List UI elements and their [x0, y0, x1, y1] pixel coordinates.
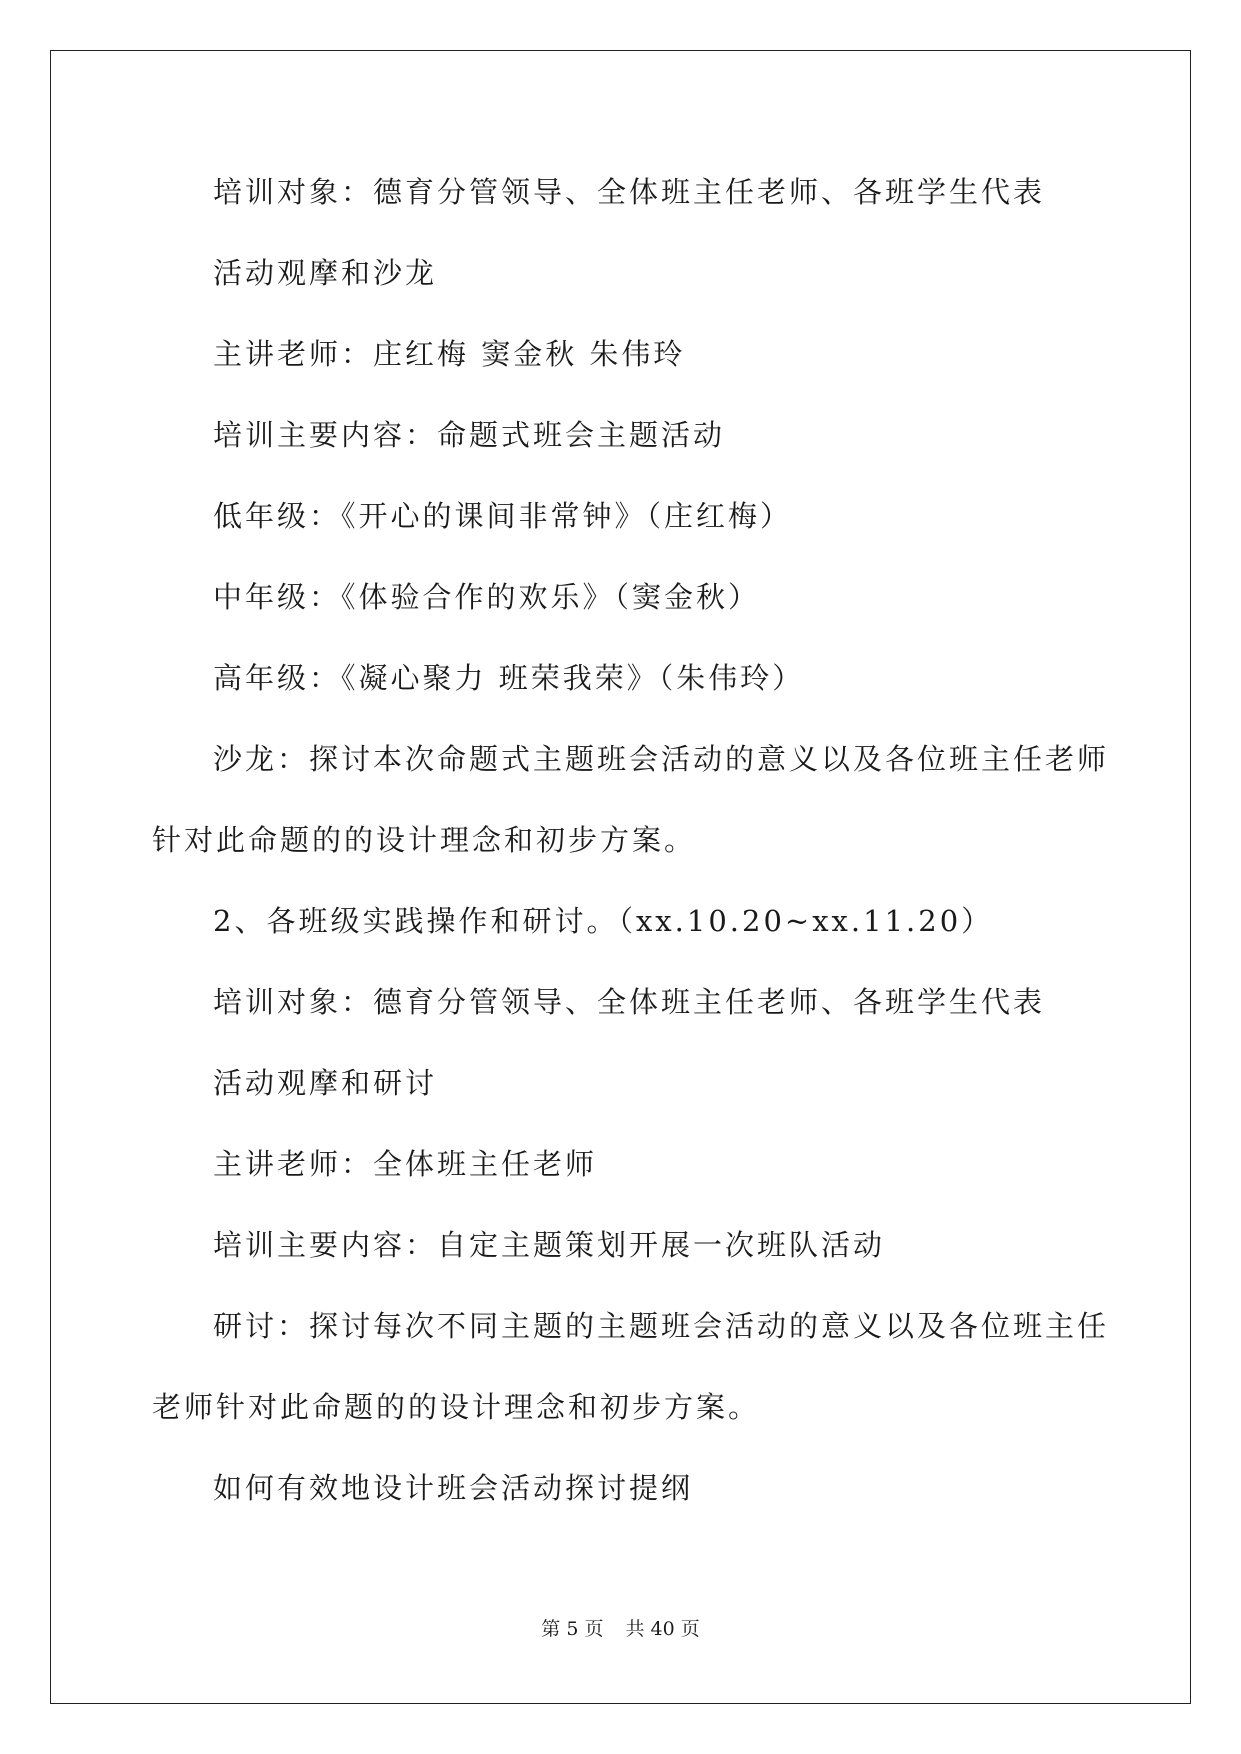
paragraph-line: 中年级：《体验合作的欢乐》（窦金秋）	[213, 580, 761, 614]
paragraph-line: 培训对象：德育分管领导、全体班主任老师、各班学生代表	[213, 985, 1046, 1019]
paragraph-line: 低年级：《开心的课间非常钟》（庄红梅）	[213, 499, 793, 533]
page-number: 第 5 页	[541, 1618, 604, 1640]
paragraph-line: 沙龙：探讨本次命题式主题班会活动的意义以及各位班主任老师	[213, 742, 1110, 776]
paragraph-line: 主讲老师：庄红梅 窦金秋 朱伟玲	[213, 337, 686, 371]
paragraph-line: 研讨：探讨每次不同主题的主题班会活动的意义以及各位班主任	[213, 1309, 1110, 1343]
page-border	[50, 50, 1191, 1704]
paragraph-line: 主讲老师：全体班主任老师	[213, 1147, 598, 1181]
paragraph-line: 培训对象：德育分管领导、全体班主任老师、各班学生代表	[213, 175, 1046, 209]
paragraph-line: 培训主要内容：自定主题策划开展一次班队活动	[213, 1228, 886, 1262]
total-pages: 共 40 页	[625, 1618, 700, 1640]
paragraph-line: 高年级：《凝心聚力 班荣我荣》（朱伟玲）	[213, 661, 805, 695]
paragraph-line: 活动观摩和研讨	[213, 1066, 438, 1100]
page-footer	[0, 1617, 1241, 1641]
paragraph-line: 培训主要内容：命题式班会主题活动	[213, 418, 726, 452]
paragraph-line: 针对此命题的的设计理念和初步方案。	[152, 823, 697, 857]
paragraph-line: 2、各班级实践操作和研讨。（xx.10.20~xx.11.20）	[213, 904, 994, 938]
paragraph-line: 如何有效地设计班会活动探讨提纲	[213, 1471, 694, 1505]
paragraph-line: 老师针对此命题的的设计理念和初步方案。	[152, 1390, 761, 1424]
paragraph-line: 活动观摩和沙龙	[213, 256, 438, 290]
